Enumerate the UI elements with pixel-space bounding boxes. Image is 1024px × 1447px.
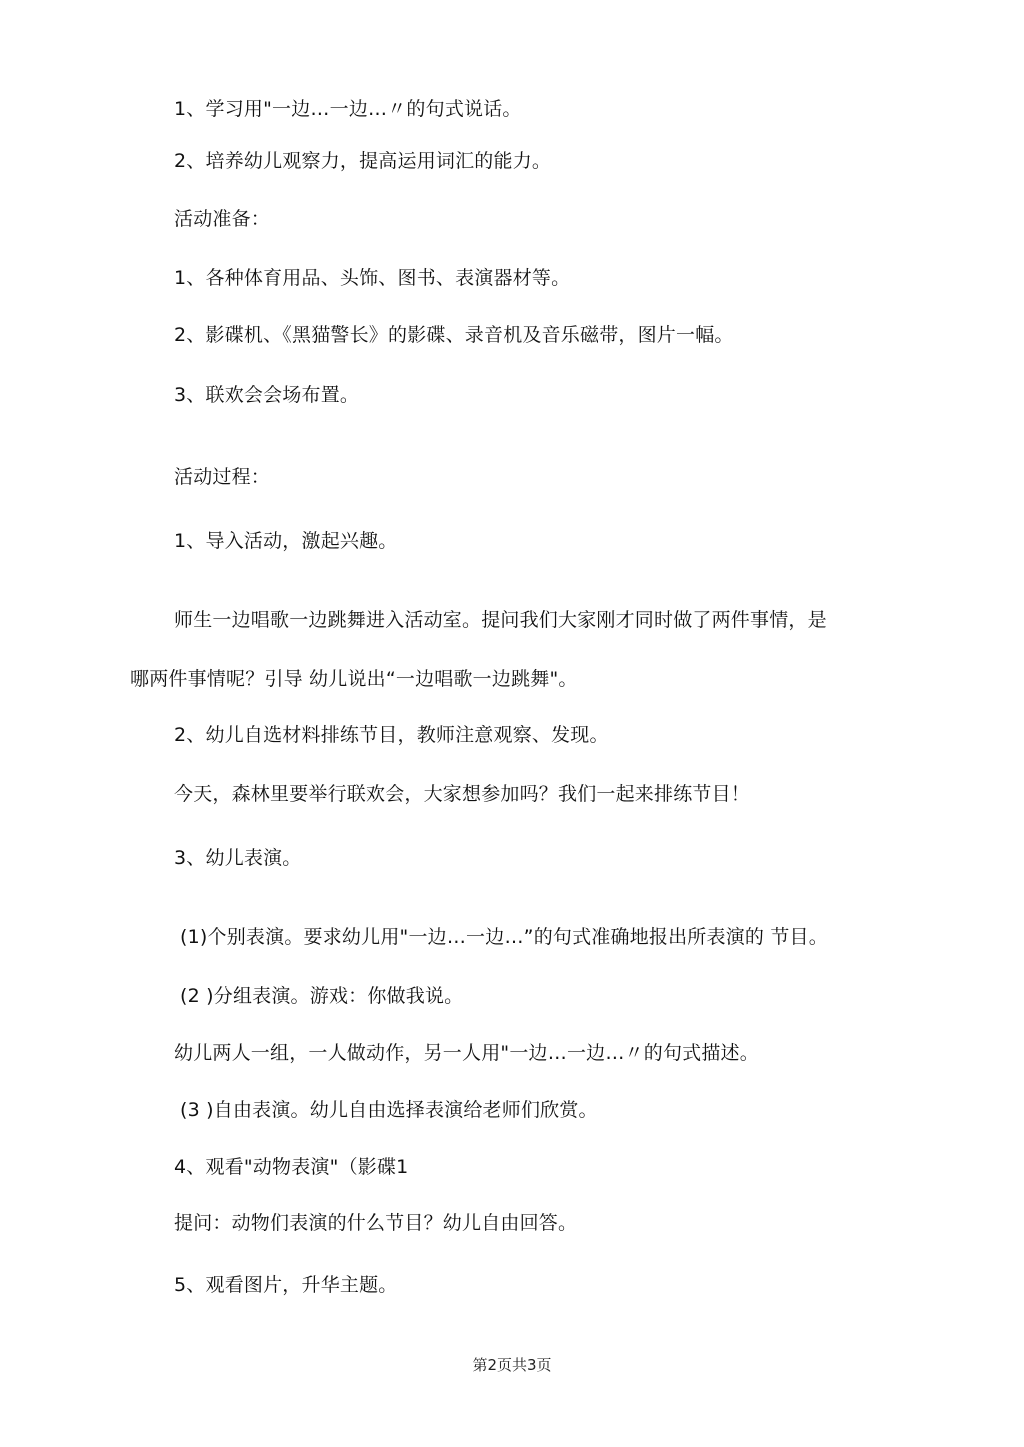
paragraph-line: 哪两件事情呢？引导 幼儿说出“一边唱歌一边跳舞"。: [130, 668, 578, 690]
paragraph-line: 幼儿两人一组，一人做动作，另一人用"一边…一边…〃的句式描述。: [174, 1042, 759, 1064]
objective-1: 1、学习用"一边…一边…〃的句式说话。: [174, 98, 522, 120]
process-step-4: 4、观看"动物表演"（影碟1: [174, 1156, 409, 1178]
section-heading-process: 活动过程：: [174, 466, 271, 488]
process-step-3: 3、幼儿表演。: [174, 847, 302, 869]
paragraph-line: 提问：动物们表演的什么节目？幼儿自由回答。: [174, 1212, 578, 1234]
section-heading-preparation: 活动准备：: [174, 208, 271, 230]
sub-step-1: (1)个别表演。要求幼儿用"一边…一边…”的句式准确地报出所表演的 节目。: [180, 926, 828, 948]
page-footer: 第2页共3页: [472, 1356, 552, 1374]
paragraph-line: 师生一边唱歌一边跳舞进入活动室。提问我们大家刚才同时做了两件事情，是: [174, 609, 827, 631]
preparation-item-1: 1、各种体育用品、头饰、图书、表演器材等。: [174, 267, 571, 289]
process-step-1: 1、导入活动，激起兴趣。: [174, 530, 398, 552]
preparation-item-2: 2、影碟机、《黑猫警长》的影碟、录音机及音乐磁带，图片一幅。: [174, 324, 734, 346]
sub-step-3: (3 )自由表演。幼儿自由选择表演给老师们欣赏。: [180, 1099, 598, 1121]
objective-2: 2、培养幼儿观察力，提高运用词汇的能力。: [174, 150, 552, 172]
process-step-2: 2、幼儿自选材料排练节目，教师注意观察、发现。: [174, 724, 609, 746]
preparation-item-3: 3、联欢会会场布置。: [174, 384, 360, 406]
sub-step-2: (2 )分组表演。游戏：你做我说。: [180, 985, 464, 1007]
process-step-5: 5、观看图片，升华主题。: [174, 1274, 398, 1296]
paragraph-line: 今天，森林里要举行联欢会，大家想参加吗？我们一起来排练节目！: [174, 783, 751, 805]
